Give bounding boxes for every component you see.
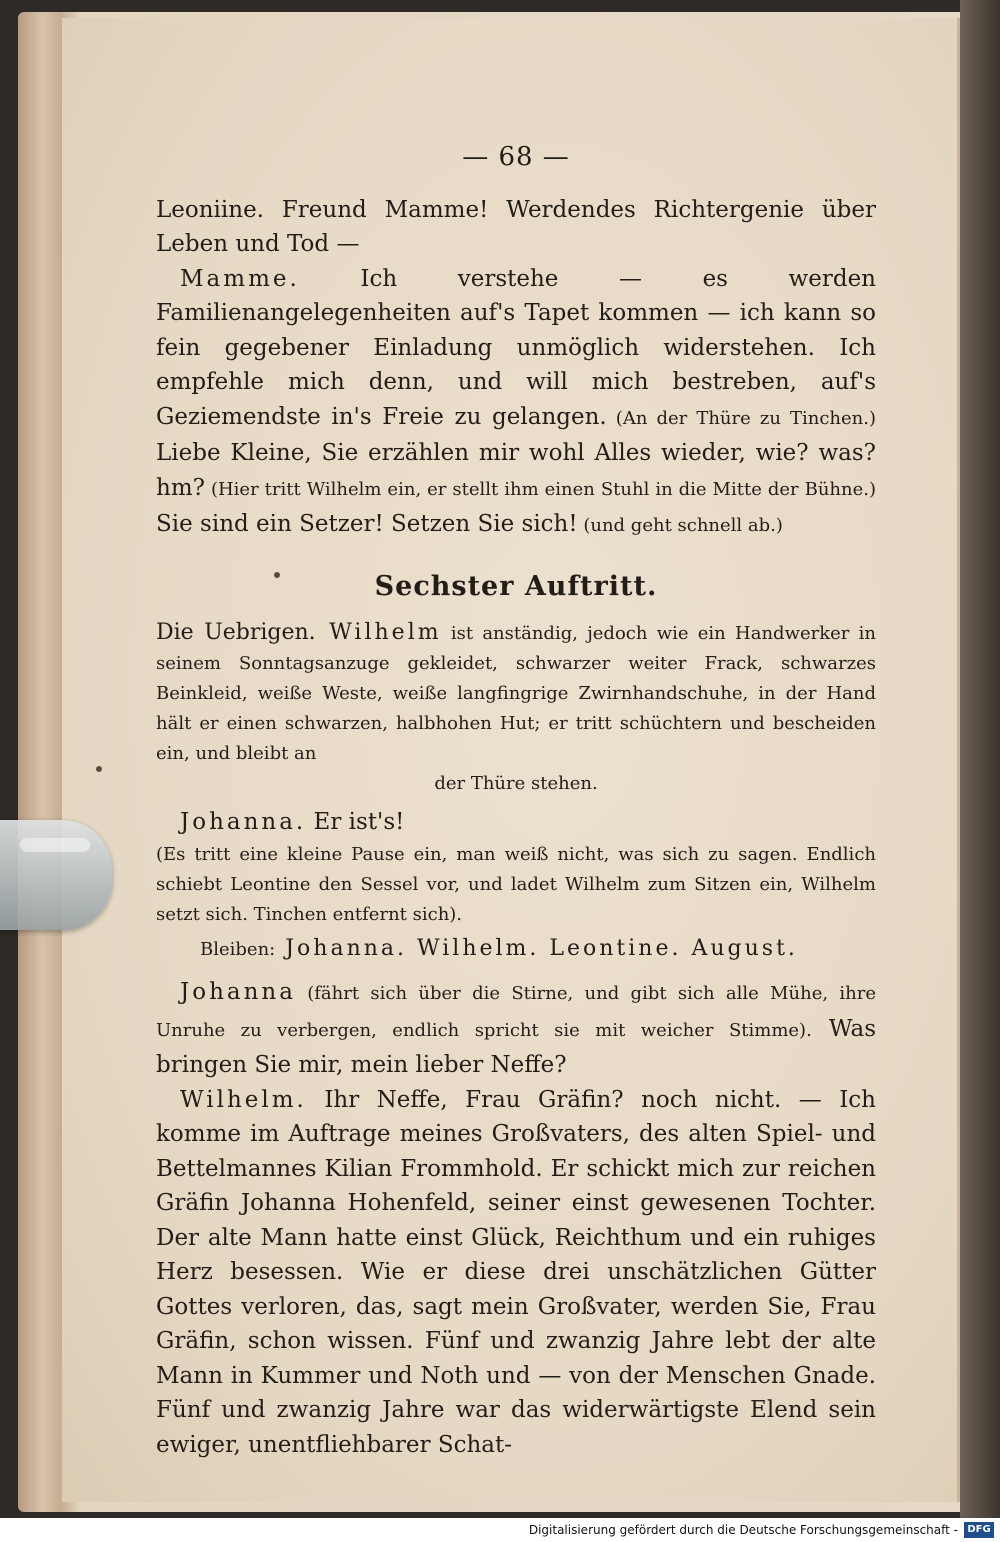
paragraph-text: Leoniine. Freund Mamme! Werdendes Richtergenie über Leben und Tod — bbox=[156, 196, 876, 257]
character-name: Wilhelm bbox=[315, 620, 442, 645]
stage-direction: (An der Thüre zu Tinchen.) bbox=[606, 407, 876, 429]
paragraph-johanna bbox=[156, 805, 876, 840]
page-clip bbox=[0, 820, 112, 930]
stage-direction-end: der Thüre stehen. bbox=[434, 773, 598, 794]
stage-direction: (Hier tritt Wilhelm ein, er stellt ihm einen Stuhl in die Mitte der Bühne.) bbox=[204, 478, 876, 500]
paragraph-text: Ihr Neffe, Frau Gräfin? noch nicht. — Ich komme im Auftrage meines Großvaters, des alten Spiel- und Bettelmannes Kilian Frommhold. Er schickt mich zur reichen Gräfin Johanna Hohenfeld, seiner einst gewesenen Tochter. Der alte Mann hatte einst Glück, Reichthum und ein ruhiges Herz besessen. Wie er diese drei unschätzlichen Gütter Gottes verloren, das, sagt mein Großvater, werden Sie, Frau Gräfin, schon wissen. Fünf und zwanzig Jahre lebt der alte Mann in Kummer und Noth und — von der Menschen Gnade. Fünf und zwanzig Jahre war das widerwärtigste Elend sein ewiger, unentfliehbarer Schat- bbox=[156, 1086, 876, 1458]
stage-direction: (und geht schnell ab.) bbox=[577, 515, 783, 536]
cast-label: Bleiben: bbox=[200, 938, 276, 960]
paragraph-text: Sie sind ein Setzer! Setzen Sie sich! bbox=[156, 511, 578, 537]
paragraph-mamme bbox=[156, 262, 876, 544]
paragraph-leontine bbox=[156, 193, 876, 262]
speaker-name: Wilhelm. bbox=[180, 1086, 307, 1113]
paragraph-text: Liebe Kleine, Sie erzählen mir wohl Alles wieder, wie? was? hm? bbox=[156, 440, 876, 501]
stage-direction-block bbox=[156, 618, 876, 769]
stage-direction-block: (Es tritt eine kleine Pause ein, man weiß nicht, was sich zu sagen. Endlich schiebt Leontine den Sessel vor, und ladet Wilhelm zum Sitzen ein, Wilhelm setzt sich. Tinchen entfernt sich). bbox=[156, 843, 876, 925]
stage-text: ist anständig, jedoch wie ein Handwerker in seinem Sonntagsanzuge gekleidet, schwarzer weiter Frack, schwarzes Beinkleid, weiße Weste, weiße langfingrige Zwirnhandschuhe, in der Hand hält er einen schwarzen, halbhohen Hut; er tritt schüchtern und bescheiden ein, und bleibt an bbox=[156, 623, 876, 764]
page-number: — 68 — bbox=[462, 142, 570, 172]
dfg-footer: Digitalisierung gefördert durch die Deutsche Forschungsgemeinschaft - bbox=[0, 1518, 1000, 1542]
page-text bbox=[156, 140, 876, 1462]
speck bbox=[96, 766, 102, 772]
book-spine bbox=[960, 0, 1000, 1542]
paragraph-wilhelm bbox=[156, 1083, 876, 1463]
speaker-name: Johanna bbox=[180, 979, 296, 1005]
speaker-name: Mamme. bbox=[180, 265, 300, 292]
stage-direction: (fährt sich über die Stirne, und gibt sich alle Mühe, ihre Unruhe zu verbergen, endlich spricht sie mit weicher Stimme). bbox=[156, 983, 876, 1041]
paragraph-text: Was bringen Sie mir, mein lieber Neffe? bbox=[156, 1015, 877, 1078]
speaker-name: Johanna. bbox=[180, 809, 307, 835]
paragraph-text: Er ist's! bbox=[306, 809, 405, 835]
cast-names: Johanna. Wilhelm. Leontine. August. bbox=[275, 935, 798, 961]
dfg-logo: DFG bbox=[964, 1522, 994, 1538]
paragraph-johanna-2 bbox=[156, 975, 876, 1083]
cast-list bbox=[156, 932, 876, 968]
scene-heading: Sechster Auftritt. bbox=[374, 570, 658, 602]
stage-lead: Die Uebrigen. bbox=[156, 620, 316, 645]
paragraph-text: Ich verstehe — es werden Familienangelegenheiten auf's Tapet kommen — ich kann so fein gegebener Einladung unmöglich widerstehen. Ich empfehle mich denn, und will mich bestreben, auf's Geziemendste in's Freie zu gelangen. bbox=[156, 265, 876, 430]
